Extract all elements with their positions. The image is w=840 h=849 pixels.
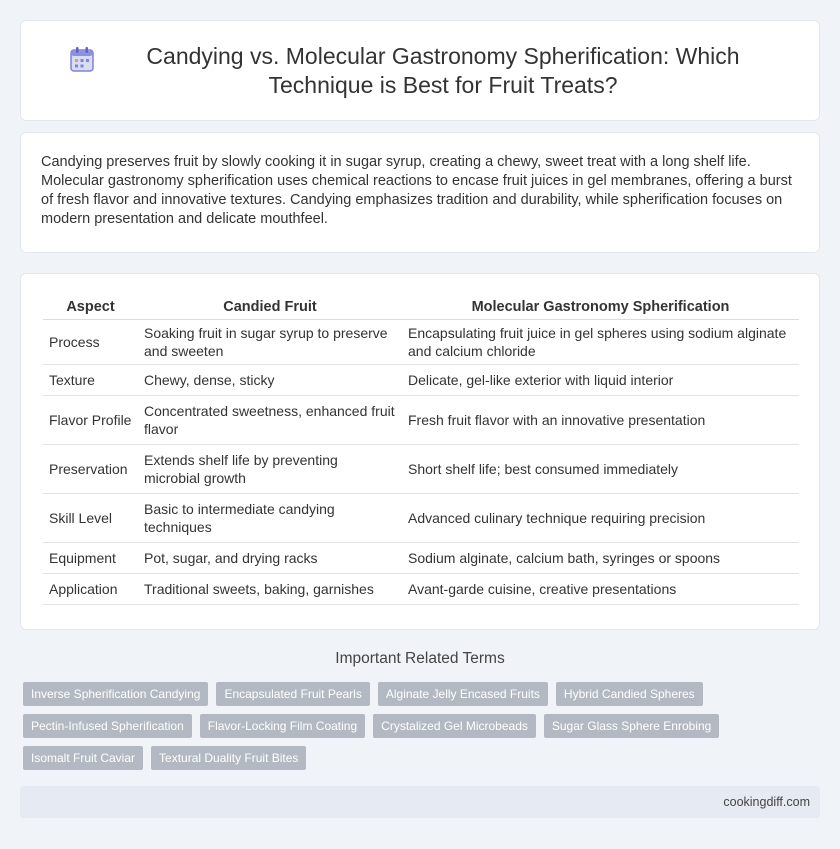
table-row xyxy=(43,573,799,604)
calendar-icon xyxy=(70,46,94,72)
related-term-tag[interactable]: Isomalt Fruit Caviar xyxy=(23,746,143,770)
row-spherification: Advanced culinary technique requiring precision xyxy=(402,493,799,542)
related-term-tag[interactable]: Flavor-Locking Film Coating xyxy=(200,714,365,738)
related-term-tag[interactable]: Sugar Glass Sphere Enrobing xyxy=(544,714,719,738)
related-term-tag[interactable]: Hybrid Candied Spheres xyxy=(556,682,703,706)
title-wrap xyxy=(70,42,770,100)
row-aspect: Texture xyxy=(43,364,138,395)
row-candied: Pot, sugar, and drying racks xyxy=(138,542,402,573)
row-spherification: Delicate, gel-like exterior with liquid interior xyxy=(402,364,799,395)
row-aspect: Equipment xyxy=(43,542,138,573)
row-candied: Traditional sweets, baking, garnishes xyxy=(138,573,402,604)
row-aspect: Process xyxy=(43,319,138,364)
table-header-row xyxy=(43,294,799,319)
footer xyxy=(20,786,820,818)
row-candied: Basic to intermediate candying techniques xyxy=(138,493,402,542)
row-aspect: Skill Level xyxy=(43,493,138,542)
page-title: Candying vs. Molecular Gastronomy Spherification: Which Technique is Best for Fruit Treats? xyxy=(146,42,740,98)
row-spherification: Sodium alginate, calcium bath, syringes or spoons xyxy=(402,542,799,573)
row-aspect: Application xyxy=(43,573,138,604)
row-spherification: Fresh fruit flavor with an innovative presentation xyxy=(402,395,799,444)
comparison-table xyxy=(43,294,799,605)
intro-card xyxy=(20,132,820,253)
row-spherification: Short shelf life; best consumed immediately xyxy=(402,444,799,493)
related-term-tag[interactable]: Crystalized Gel Microbeads xyxy=(373,714,536,738)
header-candied-fruit: Candied Fruit xyxy=(138,294,402,319)
row-spherification: Encapsulating fruit juice in gel spheres using sodium alginate and calcium chloride xyxy=(402,319,799,364)
row-aspect: Flavor Profile xyxy=(43,395,138,444)
footer-site-link[interactable]: cookingdiff.com xyxy=(723,795,810,809)
comparison-table-card xyxy=(20,273,820,630)
table-row xyxy=(43,395,799,444)
related-term-tag[interactable]: Alginate Jelly Encased Fruits xyxy=(378,682,548,706)
header-aspect: Aspect xyxy=(43,294,138,319)
table-row xyxy=(43,444,799,493)
row-candied: Soaking fruit in sugar syrup to preserve and sweeten xyxy=(138,319,402,364)
row-candied: Concentrated sweetness, enhanced fruit flavor xyxy=(138,395,402,444)
title-card xyxy=(20,20,820,121)
intro-paragraph: Candying preserves fruit by slowly cooking it in sugar syrup, creating a chewy, sweet treat with a long shelf life. Molecular gastronomy spherification uses chemical reactions to encase fruit juices in gel membranes, offering a burst of fresh flavor and innovative textures. Candying emphasizes tradition and durability, while spherification focuses on modern presentation and delicate mouthfeel. xyxy=(41,154,792,227)
table-row xyxy=(43,542,799,573)
row-spherification: Avant-garde cuisine, creative presentations xyxy=(402,573,799,604)
related-term-tag[interactable]: Pectin-Infused Spherification xyxy=(23,714,192,738)
row-aspect: Preservation xyxy=(43,444,138,493)
header-spherification: Molecular Gastronomy Spherification xyxy=(402,294,799,319)
table-row xyxy=(43,319,799,364)
row-candied: Extends shelf life by preventing microbial growth xyxy=(138,444,402,493)
related-terms-list xyxy=(23,682,723,770)
related-terms-heading: Important Related Terms xyxy=(335,650,505,667)
table-row xyxy=(43,493,799,542)
related-term-tag[interactable]: Inverse Spherification Candying xyxy=(23,682,208,706)
related-term-tag[interactable]: Textural Duality Fruit Bites xyxy=(151,746,306,770)
row-candied: Chewy, dense, sticky xyxy=(138,364,402,395)
related-term-tag[interactable]: Encapsulated Fruit Pearls xyxy=(216,682,369,706)
table-row xyxy=(43,364,799,395)
